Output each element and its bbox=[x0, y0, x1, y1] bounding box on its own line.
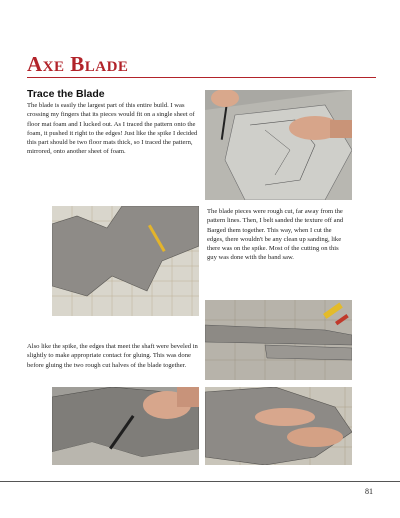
paragraph-rough-cut: The blade pieces were rough cut, far away from the pattern lines. Then, I belt sanded the texture off and Barged them together. This way, when I cut the edges, there wouldn't be any clean up sanding, like there was on the spike. Most of the cutting on this guy was done with the band saw. bbox=[207, 208, 344, 262]
page-number: 81 bbox=[365, 487, 373, 496]
paragraph-trace-blade: The blade is easily the largest part of this entire build. I was crossing my fingers that its pieces would fit on a single sheet of floor mat foam and I lucked out. As I traced the pattern onto the foam, it pushed it right to the edges! Just like the spike I decided this part should be two floor mats thick, so I traced the pattern, mirrored, onto another sheet of foam. bbox=[27, 102, 198, 156]
section-heading: Trace the Blade bbox=[27, 88, 105, 100]
chapter-title: Axe Blade bbox=[27, 52, 129, 76]
footer-divider bbox=[0, 481, 400, 482]
photo-bevel-strips bbox=[205, 300, 352, 380]
photo-cutting-edge bbox=[52, 387, 199, 465]
photo-gluing-halves bbox=[205, 387, 352, 465]
photo-tracing-pattern bbox=[205, 90, 352, 200]
title-divider bbox=[27, 77, 376, 78]
paragraph-bevel: Also like the spike, the edges that meet the shaft were beveled in slightly to make appropriate contact for gluing. This was done before gluing the two rough cut halves of the blade together. bbox=[27, 343, 198, 369]
photo-rough-cut-blade bbox=[52, 206, 199, 316]
